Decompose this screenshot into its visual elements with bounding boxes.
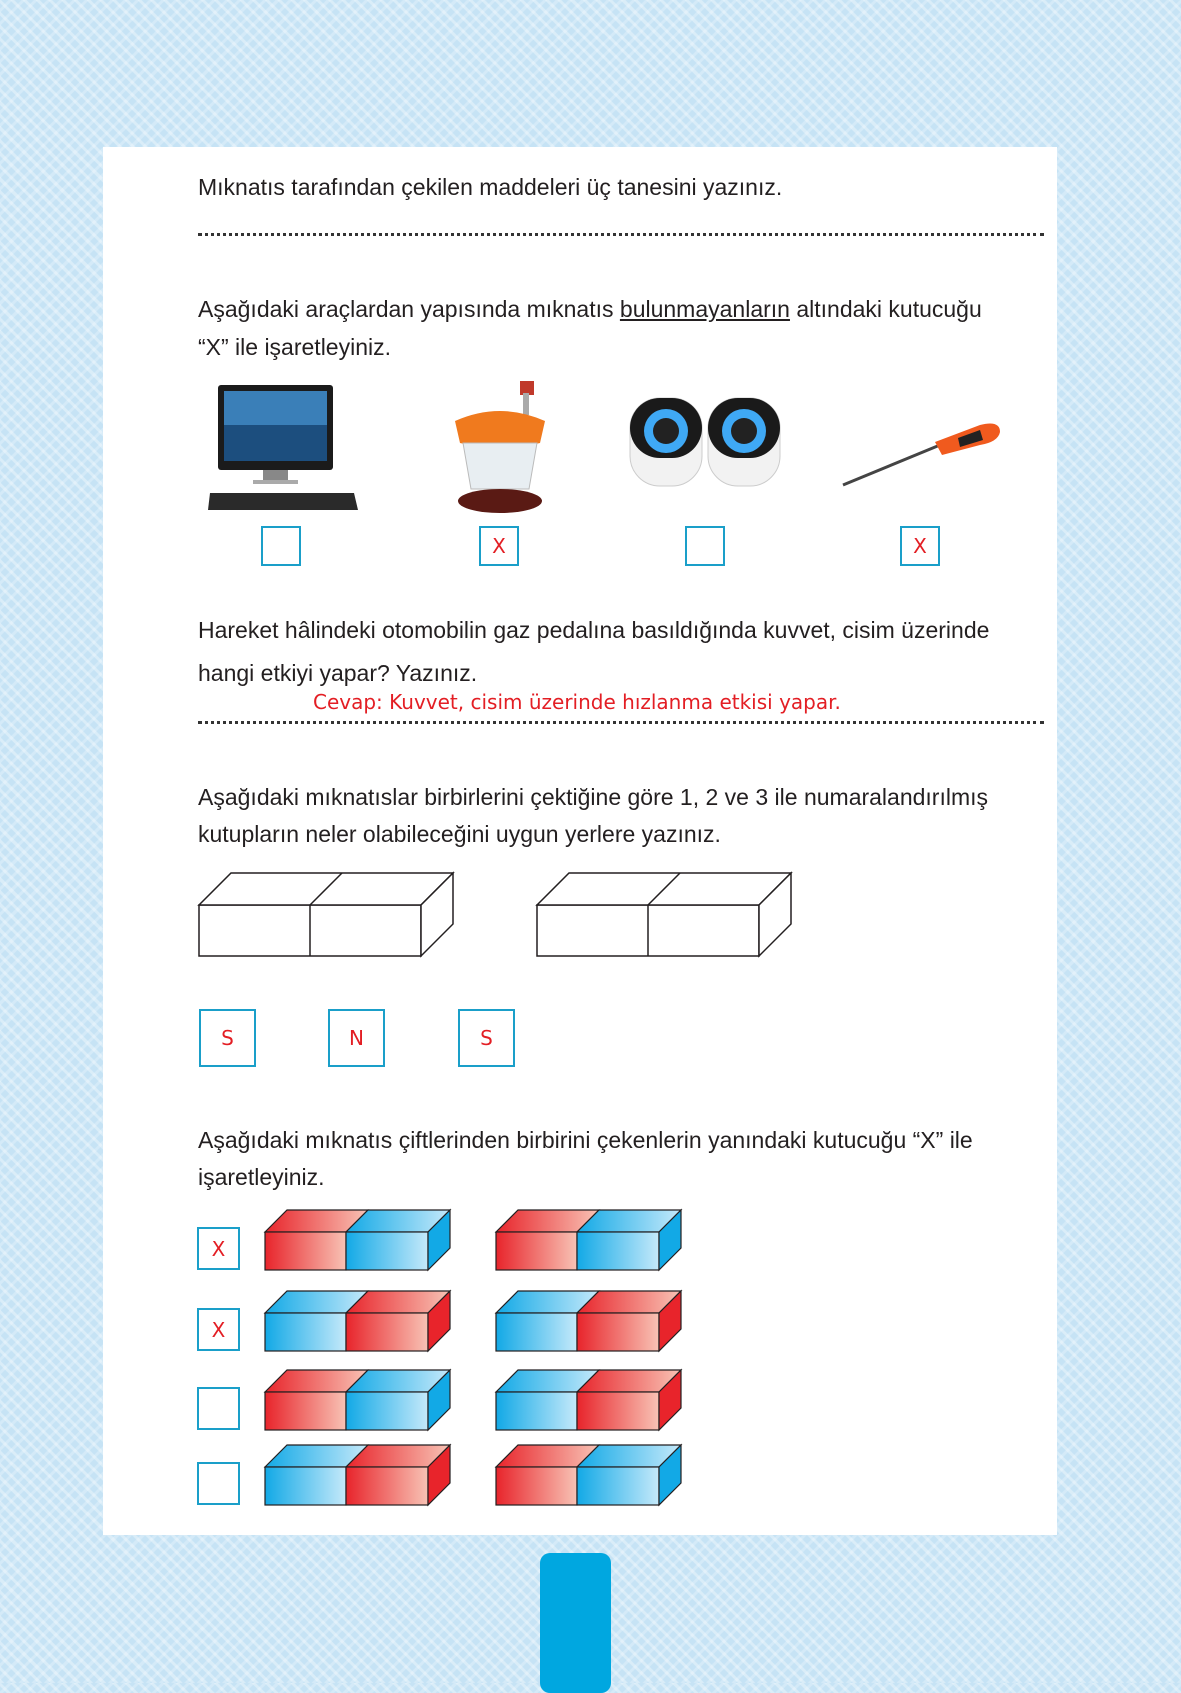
magnet-right-3 bbox=[496, 1443, 686, 1509]
magnet-right-0 bbox=[496, 1208, 686, 1274]
question-5-line2: işaretleyiniz. bbox=[198, 1164, 325, 1190]
pair-checkbox-3[interactable] bbox=[197, 1387, 240, 1430]
checkbox-screwdriver[interactable]: X bbox=[900, 526, 940, 566]
answer-line-3[interactable] bbox=[198, 721, 1044, 724]
magnet-right-2 bbox=[496, 1368, 686, 1434]
checkbox-computer[interactable] bbox=[261, 526, 301, 566]
question-2-line1: Aşağıdaki araçlardan yapısında mıknatıs bulunmayanların altındaki kutucuğu bbox=[198, 296, 982, 322]
pole-box-3[interactable]: S bbox=[458, 1009, 515, 1067]
question-5-line1: Aşağıdaki mıknatıs çiftlerinden birbirini çekenlerin yanındaki kutucuğu “X” ile bbox=[198, 1127, 973, 1153]
computer-icon bbox=[208, 385, 358, 515]
magnet-left-1 bbox=[265, 1289, 455, 1355]
magnet-left-0 bbox=[265, 1208, 455, 1274]
magnet-outline-1 bbox=[199, 873, 459, 958]
question-3-line2: hangi etkiyi yapar? Yazınız. bbox=[198, 660, 478, 686]
question-1: Mıknatıs tarafından çekilen maddeleri üç tanesini yazınız. bbox=[198, 174, 783, 200]
answer-line-1[interactable] bbox=[198, 233, 1044, 236]
answer-3: Cevap: Kuvvet, cisim üzerinde hızlanma etkisi yapar. bbox=[313, 690, 841, 714]
magnet-outline-2 bbox=[537, 873, 797, 958]
pole-box-2[interactable]: N bbox=[328, 1009, 385, 1067]
food-chopper-icon bbox=[445, 381, 560, 515]
screwdriver-icon bbox=[840, 420, 1005, 490]
question-4-line1: Aşağıdaki mıknatıslar birbirlerini çektiğine göre 1, 2 ve 3 ile numaralandırılmış bbox=[198, 784, 989, 810]
page-tab bbox=[540, 1553, 611, 1693]
checkbox-food-chopper[interactable]: X bbox=[479, 526, 519, 566]
speakers-icon bbox=[625, 393, 790, 493]
checkbox-speakers[interactable] bbox=[685, 526, 725, 566]
pair-checkbox-1[interactable]: X bbox=[197, 1227, 240, 1270]
magnet-right-1 bbox=[496, 1289, 686, 1355]
question-2-line2: “X” ile işaretleyiniz. bbox=[198, 334, 391, 360]
pole-box-1[interactable]: S bbox=[199, 1009, 256, 1067]
pair-checkbox-4[interactable] bbox=[197, 1462, 240, 1505]
magnet-left-2 bbox=[265, 1368, 455, 1434]
magnet-left-3 bbox=[265, 1443, 455, 1509]
pair-checkbox-2[interactable]: X bbox=[197, 1308, 240, 1351]
question-3-line1: Hareket hâlindeki otomobilin gaz pedalına basıldığında kuvvet, cisim üzerinde bbox=[198, 617, 990, 643]
question-4-line2: kutupların neler olabileceğini uygun yerlere yazınız. bbox=[198, 821, 721, 847]
